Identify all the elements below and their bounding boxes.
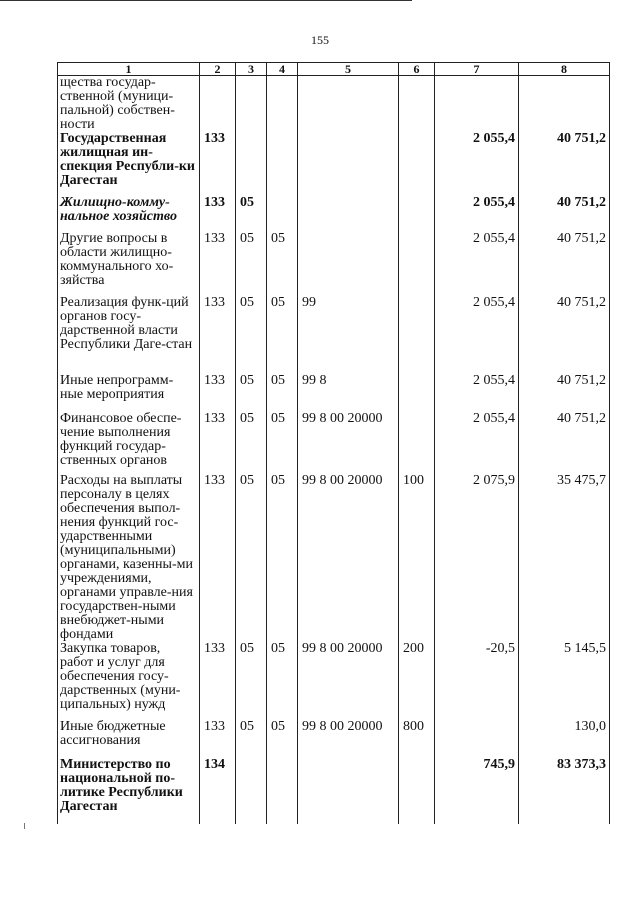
header-row [58,63,610,76]
column-header: 4 [267,63,298,76]
table-row [58,132,610,196]
expense-type [399,758,435,824]
subsection-code: 05 [267,642,298,720]
table-row [58,412,610,474]
subsection-code: 05 [267,720,298,758]
table-row [58,196,610,232]
row-name: Иные непрограмм-ные мероприятия [58,374,200,412]
admin-code: 133 [200,374,236,412]
column-header: 2 [200,63,236,76]
subsection-code [267,132,298,196]
amount-total: 40 751,2 [519,196,610,232]
admin-code: 133 [200,412,236,474]
row-name: Другие вопросы в области жилищно-коммунального хо-зяйства [58,232,200,296]
admin-code: 133 [200,296,236,374]
target-article: 99 8 00 20000 [298,412,399,474]
amount-change [435,76,519,133]
section-code: 05 [236,720,267,758]
row-name: Финансовое обеспе-чение выполнения функций государ-ственных органов [58,412,200,474]
admin-code [200,76,236,133]
target-article [298,132,399,196]
subsection-code: 05 [267,374,298,412]
amount-total: 40 751,2 [519,412,610,474]
admin-code: 133 [200,642,236,720]
margin-mark [24,823,25,829]
amount-change: 2 055,4 [435,374,519,412]
row-name: Жилищно-комму-нальное хозяйство [58,196,200,232]
row-name: Закупка товаров, работ и услуг для обеспечения госу-дарственных (муни-ципальных) нужд [58,642,200,720]
target-article: 99 8 [298,374,399,412]
expense-type [399,232,435,296]
amount-total: 40 751,2 [519,296,610,374]
amount-change: 2 055,4 [435,132,519,196]
expense-type [399,412,435,474]
section-code [236,758,267,824]
row-name: Министерство по национальной по-литике Республики Дагестан [58,758,200,824]
admin-code: 133 [200,232,236,296]
subsection-code: 05 [267,412,298,474]
amount-total: 83 373,3 [519,758,610,824]
column-header: 6 [399,63,435,76]
subsection-code [267,76,298,133]
amount-change: 2 075,9 [435,474,519,642]
subsection-code: 05 [267,232,298,296]
expense-type: 800 [399,720,435,758]
row-name: Государственная жилищная ин-спекция Республи-ки Дагестан [58,132,200,196]
admin-code: 133 [200,196,236,232]
target-article [298,758,399,824]
row-name: Реализация функ-ций органов госу-дарственной власти Республики Даге-стан [58,296,200,374]
section-code [236,132,267,196]
table-row [58,758,610,824]
column-header: 3 [236,63,267,76]
target-article [298,76,399,133]
column-header: 8 [519,63,610,76]
amount-total [519,76,610,133]
target-article [298,196,399,232]
table-row [58,76,610,133]
section-code: 05 [236,296,267,374]
amount-change: 2 055,4 [435,196,519,232]
target-article [298,232,399,296]
amount-total: 40 751,2 [519,232,610,296]
expense-type [399,374,435,412]
expense-type [399,296,435,374]
target-article: 99 8 00 20000 [298,720,399,758]
amount-total: 35 475,7 [519,474,610,642]
expense-type [399,76,435,133]
section-code: 05 [236,642,267,720]
section-code: 05 [236,474,267,642]
section-code: 05 [236,196,267,232]
subsection-code [267,758,298,824]
table-row [58,296,610,374]
target-article: 99 8 00 20000 [298,474,399,642]
expense-type: 100 [399,474,435,642]
top-rule [0,0,412,1]
admin-code: 133 [200,720,236,758]
amount-total: 130,0 [519,720,610,758]
section-code: 05 [236,232,267,296]
column-header: 1 [58,63,200,76]
column-header: 7 [435,63,519,76]
subsection-code: 05 [267,474,298,642]
table-row [58,374,610,412]
amount-change: 2 055,4 [435,412,519,474]
budget-table [57,62,610,824]
admin-code: 133 [200,474,236,642]
amount-change: 2 055,4 [435,296,519,374]
amount-total: 5 145,5 [519,642,610,720]
amount-total: 40 751,2 [519,374,610,412]
page-number: 155 [311,33,329,47]
column-header: 5 [298,63,399,76]
amount-change: 2 055,4 [435,232,519,296]
amount-change: 745,9 [435,758,519,824]
target-article: 99 [298,296,399,374]
row-name: щества государ-ственной (муници-пальной) собствен-ности [58,76,200,133]
table-row [58,642,610,720]
section-code [236,76,267,133]
table-row [58,720,610,758]
admin-code: 134 [200,758,236,824]
admin-code: 133 [200,132,236,196]
table-row [58,474,610,642]
row-name: Расходы на выплаты персоналу в целях обеспечения выпол-нения функций гос-ударственными (муниципальными) органами, казенны-ми учреждениями, органами управле-ния государствен-ными внебюджет-ными фондами [58,474,200,642]
expense-type: 200 [399,642,435,720]
amount-total: 40 751,2 [519,132,610,196]
expense-type [399,132,435,196]
expense-type [399,196,435,232]
row-name: Иные бюджетные ассигнования [58,720,200,758]
amount-change: -20,5 [435,642,519,720]
subsection-code [267,196,298,232]
table-body [58,76,610,825]
table-row [58,232,610,296]
amount-change [435,720,519,758]
section-code: 05 [236,412,267,474]
subsection-code: 05 [267,296,298,374]
section-code: 05 [236,374,267,412]
target-article: 99 8 00 20000 [298,642,399,720]
